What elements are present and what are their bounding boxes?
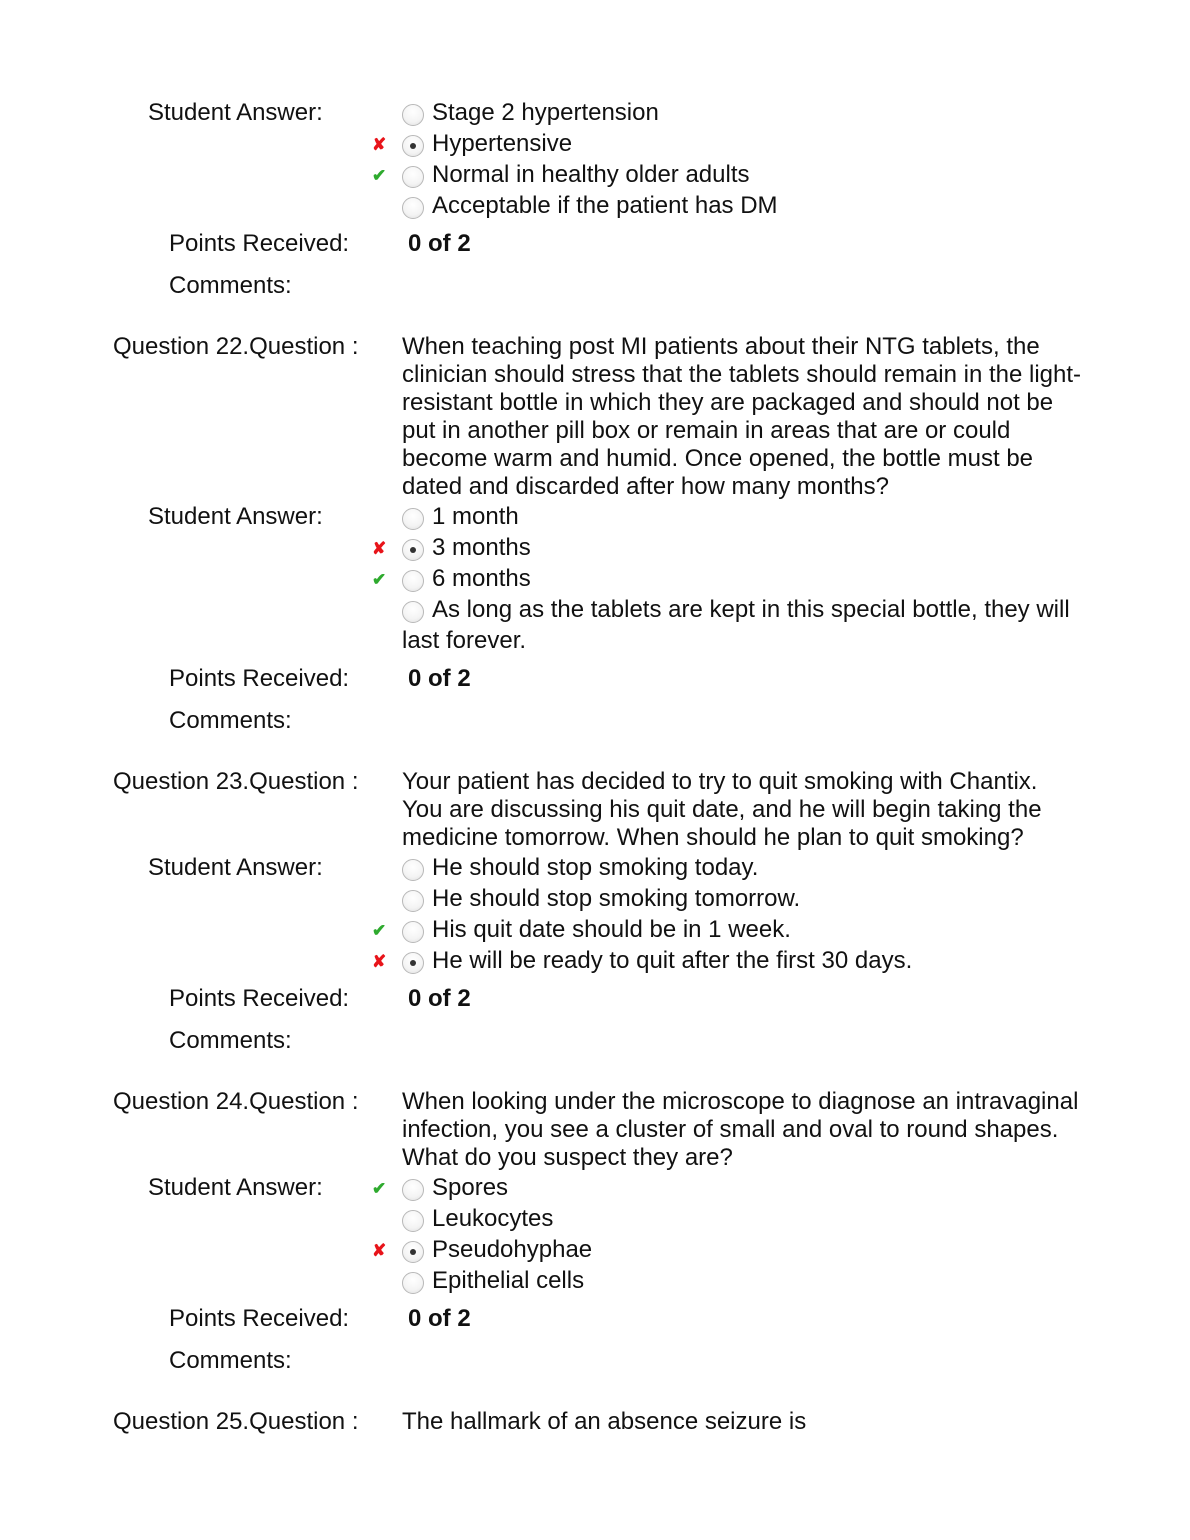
answer-option[interactable]	[402, 852, 1082, 883]
radio-unselected[interactable]	[402, 921, 424, 943]
answer-option[interactable]	[402, 883, 1082, 914]
question-row	[0, 768, 1190, 852]
student-answer-label: Student Answer:	[148, 1173, 323, 1201]
points-value: 0 of 2	[408, 984, 471, 1012]
answer-option-text: He should stop smoking tomorrow.	[432, 884, 801, 912]
student-answer	[0, 852, 1190, 976]
student-answer-label: Student Answer:	[148, 502, 323, 530]
question-text: When teaching post MI patients about their NTG tablets, the clinician should stress that the tablets should remain in the light-resistant bottle in which they are packaged and should not be put in another pill box or remain in areas that are or could become warm and humid. Once opened, the bottle must be dated and discarded after how many months?	[402, 332, 1082, 500]
answer-option[interactable]	[372, 532, 1082, 563]
correct-check-icon: ✔	[372, 165, 387, 185]
answer-option-text: Stage 2 hypertension	[432, 100, 659, 126]
answer-option[interactable]	[402, 1265, 1082, 1296]
answer-option[interactable]	[402, 190, 1082, 221]
student-answer-label: Student Answer:	[148, 853, 323, 881]
question-label: Question 25.Question :	[113, 1407, 359, 1435]
radio-unselected[interactable]	[402, 166, 424, 188]
answer-option-text: Hypertensive	[432, 129, 573, 157]
answer-option[interactable]	[402, 501, 1082, 532]
answer-option-text: His quit date should be in 1 week.	[432, 915, 791, 943]
answer-option[interactable]	[372, 128, 1082, 159]
answer-option[interactable]	[372, 1234, 1082, 1265]
radio-unselected[interactable]	[402, 570, 424, 592]
radio-unselected[interactable]	[402, 890, 424, 912]
answer-option-text: Epithelial cells	[432, 1266, 585, 1294]
answer-option-text: Leukocytes	[432, 1204, 554, 1232]
question-text: Your patient has decided to try to quit smoking with Chantix. You are discussing his quit date, and he will begin taking the medicine tomorrow. When should he plan to quit smoking?	[402, 767, 1042, 851]
question-text: The hallmark of an absence seizure is	[402, 1407, 807, 1435]
answer-option-text: 6 months	[432, 564, 531, 592]
radio-unselected[interactable]	[402, 1272, 424, 1294]
incorrect-x-icon: ✘	[372, 951, 387, 971]
student-answer	[0, 1172, 1190, 1296]
radio-unselected[interactable]	[402, 601, 424, 623]
points-row	[0, 1303, 1190, 1334]
question-text: When looking under the microscope to diagnose an intravaginal infection, you see a cluster of small and oval to round shapes. What do you suspect they are?	[402, 1087, 1079, 1171]
student-answer-label: Student Answer:	[148, 100, 323, 126]
answer-option[interactable]	[402, 100, 1082, 128]
answer-option[interactable]	[372, 914, 1082, 945]
page-viewport	[0, 100, 1190, 1437]
radio-unselected[interactable]	[402, 1179, 424, 1201]
points-row	[0, 663, 1190, 694]
comments-row	[0, 270, 1190, 301]
points-received-label: Points Received:	[169, 984, 350, 1012]
points-received-label: Points Received:	[169, 664, 350, 692]
radio-unselected[interactable]	[402, 104, 424, 126]
radio-selected[interactable]	[402, 952, 424, 974]
answer-option-text: 3 months	[432, 533, 531, 561]
points-value: 0 of 2	[408, 1304, 471, 1332]
answer-option-text: Spores	[432, 1173, 509, 1201]
points-received-label: Points Received:	[169, 229, 350, 257]
question-row	[0, 333, 1190, 501]
question-section	[0, 100, 1190, 301]
points-value: 0 of 2	[408, 664, 471, 692]
student-answer	[0, 100, 1190, 221]
correct-check-icon: ✔	[372, 569, 387, 589]
radio-selected[interactable]	[402, 539, 424, 561]
answer-option-text: He will be ready to quit after the first 30 days.	[432, 946, 913, 974]
points-row	[0, 228, 1190, 259]
question-label: Question 23.Question :	[113, 767, 359, 795]
comments-row	[0, 1345, 1190, 1376]
comments-label: Comments:	[169, 706, 292, 734]
correct-check-icon: ✔	[372, 1178, 387, 1198]
comments-label: Comments:	[169, 271, 292, 299]
answer-option[interactable]	[372, 563, 1082, 594]
points-row	[0, 983, 1190, 1014]
answer-option[interactable]	[402, 594, 1082, 656]
incorrect-x-icon: ✘	[372, 538, 387, 558]
answer-option-text: He should stop smoking today.	[432, 853, 759, 881]
question-row	[0, 1408, 1190, 1436]
answer-option[interactable]	[372, 1172, 1082, 1203]
answer-option-text: 1 month	[432, 502, 519, 530]
radio-unselected[interactable]	[402, 197, 424, 219]
question-label: Question 22.Question :	[113, 332, 359, 360]
question-section	[0, 768, 1190, 1056]
incorrect-x-icon: ✘	[372, 134, 387, 154]
comments-row	[0, 705, 1190, 736]
question-section	[0, 1088, 1190, 1376]
radio-unselected[interactable]	[402, 1210, 424, 1232]
answer-option[interactable]	[372, 159, 1082, 190]
question-section	[0, 333, 1190, 736]
question-label: Question 24.Question :	[113, 1087, 359, 1115]
radio-unselected[interactable]	[402, 859, 424, 881]
comments-label: Comments:	[169, 1026, 292, 1054]
points-received-label: Points Received:	[169, 1304, 350, 1332]
points-value: 0 of 2	[408, 229, 471, 257]
answer-option-text: Pseudohyphae	[432, 1235, 593, 1263]
answer-option-text: Normal in healthy older adults	[432, 160, 750, 188]
radio-unselected[interactable]	[402, 508, 424, 530]
answer-option-text: Acceptable if the patient has DM	[432, 191, 778, 219]
radio-selected[interactable]	[402, 135, 424, 157]
answer-option[interactable]	[402, 1203, 1082, 1234]
incorrect-x-icon: ✘	[372, 1240, 387, 1260]
quiz-results	[0, 100, 1190, 1436]
comments-row	[0, 1025, 1190, 1056]
answer-option[interactable]	[372, 945, 1082, 976]
correct-check-icon: ✔	[372, 920, 387, 940]
radio-selected[interactable]	[402, 1241, 424, 1263]
student-answer	[0, 501, 1190, 656]
answer-option-text: As long as the tablets are kept in this special bottle, they will last forever.	[402, 595, 1070, 654]
question-row	[0, 1088, 1190, 1172]
question-section	[0, 1408, 1190, 1436]
comments-label: Comments:	[169, 1346, 292, 1374]
